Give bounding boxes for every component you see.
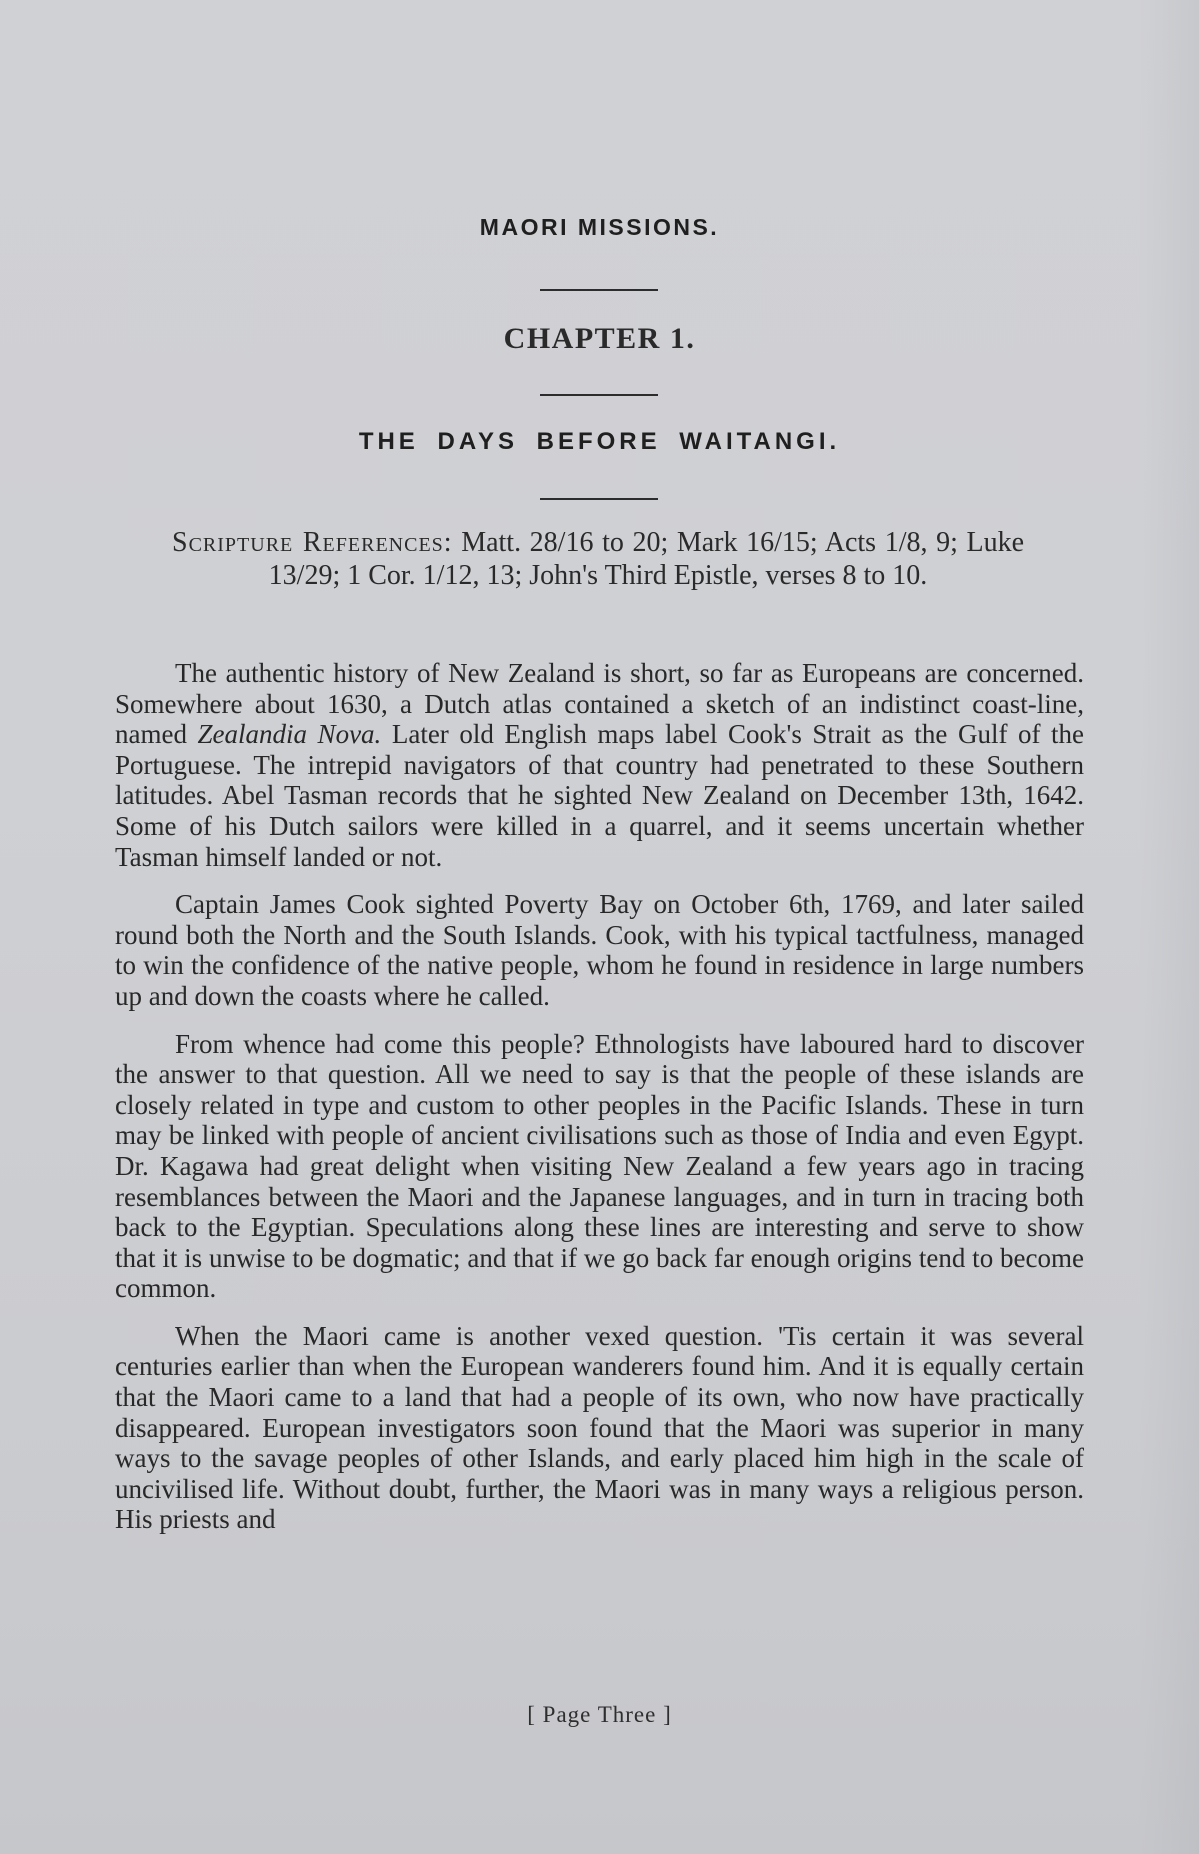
series-title: MAORI MISSIONS. [479, 214, 720, 240]
chapter-body [115, 658, 1084, 1552]
chapter-title: THE DAYS BEFORE WAITANGI. [358, 428, 841, 455]
scripture-references [172, 526, 1024, 592]
divider-rule [540, 289, 658, 291]
paragraph-4: When the Maori came is another vexed question. 'Tis certain it was several centuries earlier than when the European wanderers found him. And it is equally certain that the Maori came to a land that had a people of its own, who now have practically disappeared. European investigators soon found that the Maori was superior in many ways to the savage peoples of other Islands, and early placed him high in the scale of uncivilised life. Without doubt, further, the Maori was in many ways a religious person. His priests and [115, 1320, 1084, 1535]
chapter-number: CHAPTER 1. [503, 322, 696, 355]
scripture-label: Scripture References: [172, 527, 453, 558]
italic-place-name: Zealandia Nova. [197, 719, 382, 750]
paragraph-2: Captain James Cook sighted Poverty Bay on October 6th, 1769, and later sailed round both the North and the South Islands. Cook, with his typical tactfulness, managed to win the confidence of the native people, whom he found in residence in large numbers up and down the coasts where he called. [115, 889, 1084, 1011]
scripture-text: Matt. 28/16 to 20; Mark 16/15; Acts 1/8, 9; Luke 13/29; 1 Cor. 1/12, 13; John's Third Epistle, verses 8 to 10. [268, 527, 1025, 591]
divider-rule [540, 394, 658, 396]
divider-rule [540, 498, 658, 500]
paragraph-3: From whence had come this people? Ethnologists have laboured hard to discover the answer to that question. All we need to say is that the people of these islands are closely related in type and custom to other peoples in the Pacific Islands. These in turn may be linked with people of ancient civilisations such as those of India and even Egypt. Dr. Kagawa had great delight when visiting New Zealand a few years ago in tracing resemblances between the Maori and the Japanese languages, and in turn in tracing both back to the Egyptian. Speculations along these lines are interesting and serve to show that it is unwise to be dogmatic; and that if we go back far enough origins tend to become common. [115, 1028, 1084, 1304]
paragraph-1 [115, 658, 1084, 872]
page-number: [ Page Three ] [527, 1702, 672, 1727]
paragraph-1-text-b: Later old English maps label Cook's Strait as the Gulf of the Portuguese. The intrepid navigators of that country had penetrated to these Southern latitudes. Abel Tasman records that he sighted New Zealand on December 13th, 1642. Some of his Dutch sailors were killed in a quarrel, and it seems uncertain whether Tasman himself landed or not. [115, 719, 1084, 872]
paragraph-1-text-a: The authentic history of New Zealand is short, so far as Europeans are concerned. Somewhere about 1630, a Dutch atlas contained a sketch of an indistinct coast-line, named [115, 658, 1084, 750]
